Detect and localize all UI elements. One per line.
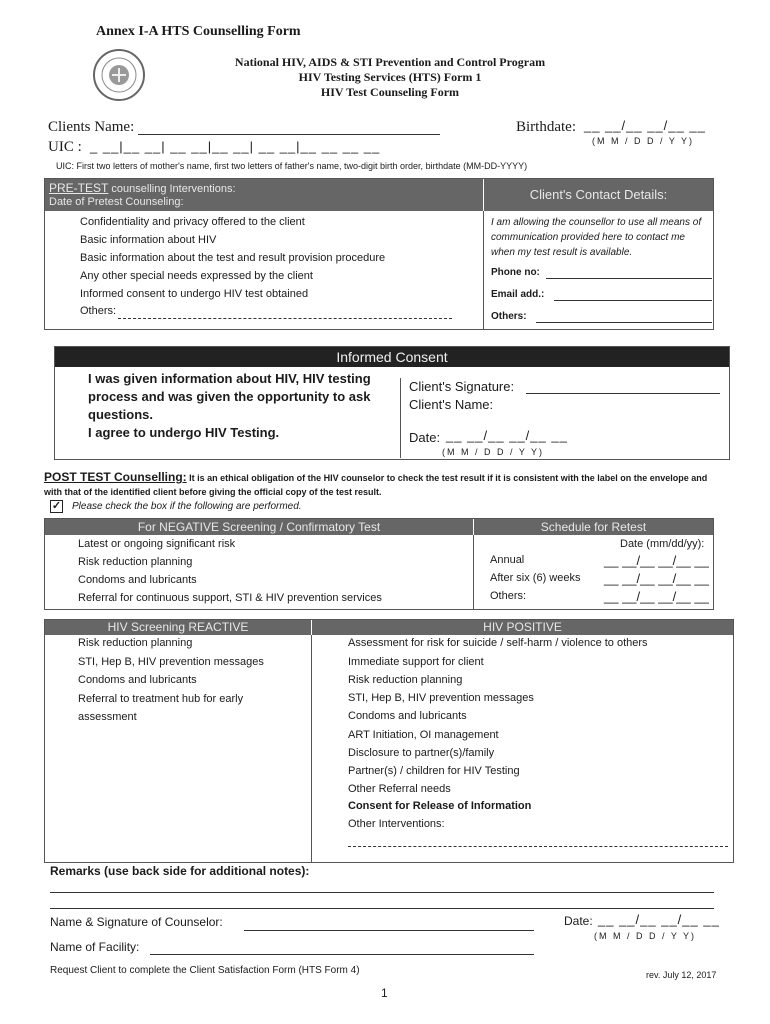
consent-statement-2: I agree to undergo HIV Testing. bbox=[88, 425, 280, 440]
client-signature-label: Client's Signature: bbox=[409, 379, 515, 394]
retest-option-six-weeks[interactable]: After six (6) weeks bbox=[490, 572, 581, 584]
pretest-others-field[interactable] bbox=[118, 318, 452, 319]
pretest-item[interactable]: Confidentiality and privacy offered to the client bbox=[80, 216, 305, 228]
birthdate-label: Birthdate: bbox=[516, 119, 576, 135]
program-name: National HIV, AIDS & STI Prevention and Control Program bbox=[234, 55, 546, 69]
revision-date: rev. July 12, 2017 bbox=[646, 970, 717, 980]
retest-date-others[interactable]: __ __/__ __/__ __ bbox=[604, 589, 709, 604]
retest-option-annual[interactable]: Annual bbox=[490, 554, 525, 566]
positive-item[interactable]: Risk reduction planning bbox=[348, 674, 463, 686]
pretest-item[interactable]: Informed consent to undergo HIV test obtained bbox=[80, 288, 309, 300]
counselor-date-field[interactable]: __ __/__ __/__ __ bbox=[598, 912, 720, 927]
negative-item[interactable]: Referral for continuous support, STI & HIV prevention services bbox=[78, 592, 382, 604]
remarks-line-2[interactable] bbox=[50, 908, 714, 909]
birthdate-format: (M M / D D / Y Y) bbox=[592, 136, 695, 146]
clients-name-field[interactable] bbox=[138, 134, 440, 135]
reactive-item[interactable]: Condoms and lubricants bbox=[78, 674, 197, 686]
other-interventions-field[interactable] bbox=[348, 846, 728, 847]
consent-statements bbox=[88, 370, 392, 442]
checkmark-icon: ✓ bbox=[51, 500, 62, 512]
checkbox-note: Please check the box if the following are performed. bbox=[72, 501, 302, 512]
consent-header: Informed Consent bbox=[55, 347, 729, 367]
form-subtitle: HIV Test Counseling Form bbox=[320, 85, 460, 99]
uic-field[interactable]: _ __|__ __| __ __|__ __| __ __|__ __ __ __ bbox=[90, 139, 381, 154]
pretest-item[interactable]: Basic information about the test and result provision procedure bbox=[80, 252, 386, 264]
posttest-description: It is an ethical obligation of the HIV counselor to check the test result if it is consistent with the label on the envelope and with that of the identified client before giving the official copy of the test result. bbox=[44, 473, 708, 497]
facility-label: Name of Facility: bbox=[50, 940, 140, 954]
positive-item[interactable]: Disclosure to partner(s)/family bbox=[348, 747, 495, 759]
positive-item[interactable]: ART Initiation, OI management bbox=[348, 729, 499, 741]
pretest-item-others[interactable]: Others: bbox=[80, 305, 117, 317]
positive-item[interactable]: Condoms and lubricants bbox=[348, 710, 467, 722]
form-name: HIV Testing Services (HTS) Form 1 bbox=[298, 70, 482, 84]
positive-item[interactable]: STI, Hep B, HIV prevention messages bbox=[348, 692, 534, 704]
reactive-header: HIV Screening REACTIVE bbox=[45, 620, 311, 635]
counselor-label: Name & Signature of Counselor: bbox=[50, 915, 223, 929]
reactive-item: assessment bbox=[78, 711, 137, 723]
phone-label: Phone no: bbox=[491, 267, 540, 278]
birthdate-field[interactable]: __ __/__ __/__ __ bbox=[584, 118, 706, 133]
counselor-date-label: Date: bbox=[564, 914, 593, 928]
email-field[interactable] bbox=[554, 300, 712, 301]
request-note: Request Client to complete the Client Satisfaction Form (HTS Form 4) bbox=[50, 965, 360, 976]
negative-item[interactable]: Condoms and lubricants bbox=[78, 574, 197, 586]
annex-title: Annex I-A HTS Counselling Form bbox=[96, 24, 301, 39]
positive-item[interactable]: Immediate support for client bbox=[348, 656, 484, 668]
reactive-item[interactable]: STI, Hep B, HIV prevention messages bbox=[78, 656, 264, 668]
contact-others-label: Others: bbox=[491, 311, 527, 322]
retest-date-annual[interactable]: __ __/__ __/__ __ bbox=[604, 553, 709, 568]
pretest-divider bbox=[483, 211, 484, 329]
negative-item[interactable]: Latest or ongoing significant risk bbox=[78, 538, 236, 550]
posttest-title: POST TEST Counselling: bbox=[44, 470, 187, 484]
retest-option-others[interactable]: Others: bbox=[490, 590, 527, 602]
negative-item[interactable]: Risk reduction planning bbox=[78, 556, 193, 568]
remarks-line-1[interactable] bbox=[50, 892, 714, 893]
positive-item[interactable]: Partner(s) / children for HIV Testing bbox=[348, 765, 520, 777]
positive-item[interactable]: Consent for Release of Information bbox=[348, 800, 532, 812]
pretest-title-rest: counselling Interventions: bbox=[108, 183, 236, 195]
pretest-title: PRE-TEST bbox=[49, 181, 109, 195]
pretest-header bbox=[45, 179, 483, 211]
positive-item[interactable]: Other Interventions: bbox=[348, 818, 445, 830]
consent-statement-1: I was given information about HIV, HIV testing process and was given the opportunity to ask questions. bbox=[88, 371, 371, 422]
posttest-intro bbox=[44, 470, 720, 499]
negative-header: For NEGATIVE Screening / Confirmatory Test bbox=[45, 519, 473, 535]
facility-field[interactable] bbox=[150, 954, 534, 955]
retest-date-six-weeks[interactable]: __ __/__ __/__ __ bbox=[604, 571, 709, 586]
pretest-date-label: Date of Pretest Counseling: bbox=[49, 196, 184, 208]
retest-date-header: Date (mm/dd/yy): bbox=[620, 538, 705, 550]
clients-name-label: Clients Name: bbox=[48, 119, 135, 135]
consent-divider bbox=[400, 378, 401, 458]
positive-item[interactable]: Assessment for risk for suicide / self-harm / violence to others bbox=[348, 637, 648, 649]
form-header bbox=[160, 55, 620, 100]
phone-field[interactable] bbox=[546, 278, 712, 279]
consent-date-format: (M M / D D / Y Y) bbox=[442, 447, 545, 457]
consent-date-label: Date: bbox=[409, 430, 441, 445]
positive-item[interactable]: Other Referral needs bbox=[348, 783, 451, 795]
reactive-divider bbox=[311, 635, 312, 862]
reactive-item[interactable]: Referral to treatment hub for early bbox=[78, 693, 244, 705]
contact-statement: I am allowing the counsellor to use all means of communication provided here to contact me when my test result is available. bbox=[491, 217, 702, 258]
email-label: Email add.: bbox=[491, 289, 545, 300]
counselor-date-format: (M M / D D / Y Y) bbox=[594, 931, 697, 941]
contact-header: Client's Contact Details: bbox=[484, 179, 713, 211]
doh-seal-icon bbox=[92, 48, 146, 102]
negative-divider bbox=[473, 535, 474, 609]
page-number: 1 bbox=[381, 986, 388, 1000]
positive-header: HIV POSITIVE bbox=[312, 620, 733, 635]
contact-others-field[interactable] bbox=[536, 322, 712, 323]
uic-label: UIC : bbox=[48, 139, 82, 155]
remarks-label: Remarks (use back side for additional notes): bbox=[50, 864, 310, 878]
pretest-item[interactable]: Basic information about HIV bbox=[80, 234, 217, 246]
counselor-field[interactable] bbox=[244, 930, 534, 931]
uic-note: UIC: First two letters of mother's name, first two letters of father's name, two-digit birth order, birthdate (MM-DD-YYYY) bbox=[56, 161, 528, 171]
client-name-label: Client's Name: bbox=[409, 397, 494, 412]
pretest-item[interactable]: Any other special needs expressed by the client bbox=[80, 270, 313, 282]
client-signature-field[interactable] bbox=[526, 393, 720, 394]
reactive-item[interactable]: Risk reduction planning bbox=[78, 637, 193, 649]
consent-date-field[interactable]: __ __/__ __/__ __ bbox=[446, 428, 568, 443]
retest-header: Schedule for Retest bbox=[474, 519, 713, 535]
